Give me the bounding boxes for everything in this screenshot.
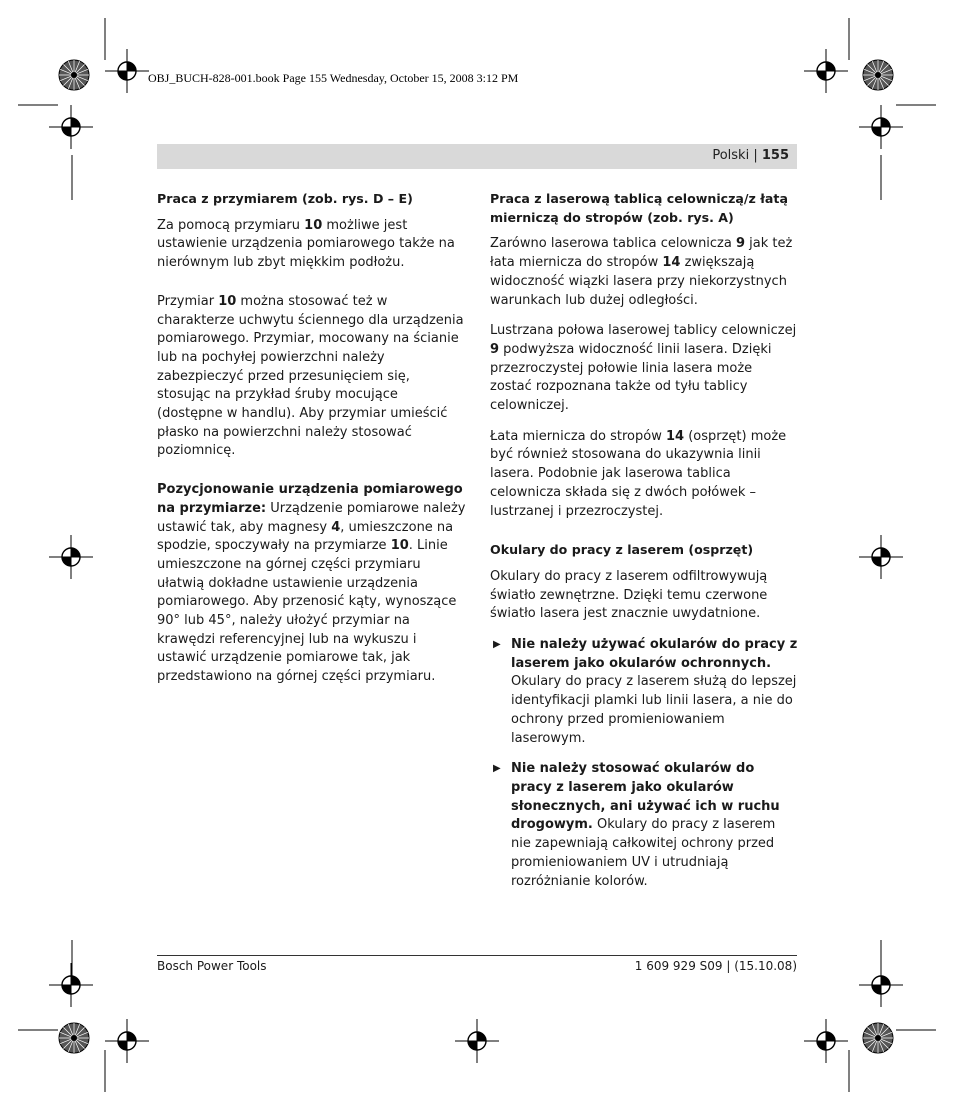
text: , umieszczone na spodzie, spoczywały na przymiarze xyxy=(157,519,454,554)
warning-bold: Nie należy używać okularów do pracy z laserem jako okularów ochronnych. xyxy=(511,637,798,671)
section-title-laser-glasses: Okulary do pracy z laserem (osprzęt) xyxy=(490,542,754,558)
warning-item xyxy=(490,636,798,748)
text: Przymiar xyxy=(157,293,219,309)
section-title-target-plate: Praca z laserową tablicą celowniczą/z łatą mierniczą do stropów (zob. rys. A) xyxy=(490,191,788,225)
paragraph xyxy=(490,322,798,416)
ref-number: 4 xyxy=(331,519,341,535)
ref-number: 14 xyxy=(665,428,685,444)
page-number: 155 xyxy=(761,148,789,163)
warning-bold: Nie należy stosować okularów do pracy z laserem jako okularów słonecznych, ani używać ich w ruchu drogowym. xyxy=(511,761,780,833)
text: Urządzenie pomiarowe należy ustawić tak, aby magnesy xyxy=(157,500,466,535)
header-separator: | xyxy=(749,148,762,163)
triangle-bullet-icon: ▶ xyxy=(493,639,501,651)
paragraph xyxy=(157,217,467,273)
right-column xyxy=(490,190,798,903)
text: jak też łata miernicza do stropów xyxy=(490,236,793,271)
print-header: OBJ_BUCH-828-001.book Page 155 Wednesday, October 15, 2008 3:12 PM xyxy=(148,71,519,85)
page-header-bar xyxy=(157,144,797,169)
text: . Linie umieszczone na górnej części przymiaru ułatwią dokładne ustawienie urządzenia pomiarowego. Aby przenosić kąty, wynoszące 90° lub 45°, należy ułożyć przymiar na krawędzi referencyjnej lub na wykuszu i ustawić urządzenie pomiarowe tak, jak przedstawiono na górnej części przymiaru. xyxy=(157,538,457,685)
ref-number: 10 xyxy=(390,538,409,554)
text: zwiększają widoczność wiązki lasera przy niekorzystnych warunkach lub dużej odległości. xyxy=(490,255,787,308)
left-column xyxy=(157,190,467,699)
text: Okulary do pracy z laserem nie zapewniają całkowitej ochrony przed promieniowaniem UV i utrudniają rozróżnianie kolorów. xyxy=(511,817,776,889)
footer-divider xyxy=(157,955,797,956)
section-title-ruler: Praca z przymiarem (zob. rys. D – E) xyxy=(157,191,413,206)
text: Zarówno laserowa tablica celownicza xyxy=(490,236,736,252)
footer-brand: Bosch Power Tools xyxy=(157,959,267,973)
text: Okulary do pracy z laserem służą do lepszej identyfikacji plamki lub linii lasera, a nie do ochrony przed promieniowaniem laserowym. xyxy=(511,674,797,746)
warning-item xyxy=(490,760,798,891)
text: możliwe jest ustawienie urządzenia pomiarowego także na nierównym lub zbyt miękkim podłożu. xyxy=(157,217,455,271)
ref-number: 9 xyxy=(735,236,746,252)
ref-number: 10 xyxy=(218,293,237,309)
text: Za pomocą przymiaru xyxy=(157,217,305,233)
paragraph xyxy=(157,293,467,461)
ref-number: 10 xyxy=(304,217,323,233)
text: Lustrzana połowa laserowej tablicy celowniczej xyxy=(490,323,797,339)
lead-heading: Pozycjonowanie urządzenia pomiarowego na przymiarze: xyxy=(157,482,463,516)
text: można stosować też w charakterze uchwytu ściennego dla urządzenia pomiarowego. Przymiar, mocowany na ścianie lub na pochyłej powierzchni należy zabezpieczyć przed przesunięciem się, stosując na przykład śruby mocujące (dostępne w handlu). Aby przymiar umieścić płasko na powierzchni należy stosować poziomnicę. xyxy=(157,293,464,459)
paragraph xyxy=(490,235,798,310)
text: Łata miernicza do stropów xyxy=(490,428,666,444)
ref-number: 9 xyxy=(490,341,500,357)
header-language: Polski xyxy=(712,148,750,163)
paragraph: Okulary do pracy z laserem odfiltrowywują światło zewnętrzne. Dzięki temu czerwone światło lasera jest znacznie uwydatnione. xyxy=(490,568,768,622)
footer-doc-number: 1 609 929 S09 | (15.10.08) xyxy=(634,959,797,973)
paragraph xyxy=(490,428,798,522)
paragraph xyxy=(157,481,467,687)
text: (osprzęt) może być również stosowana do ukazywnia linii lasera. Podobnie jak laserowa tablica celownicza składa się z dwóch połówek – lustrzanej i przezroczystej. xyxy=(490,428,787,519)
text: podwyższa widoczność linii lasera. Dzięki przezroczystej połowie linia lasera może zostać rozpoznana także od tyłu tablicy celowniczej. xyxy=(490,341,772,414)
ref-number: 14 xyxy=(662,255,681,271)
page-header xyxy=(712,148,789,163)
triangle-bullet-icon: ▶ xyxy=(493,763,501,775)
